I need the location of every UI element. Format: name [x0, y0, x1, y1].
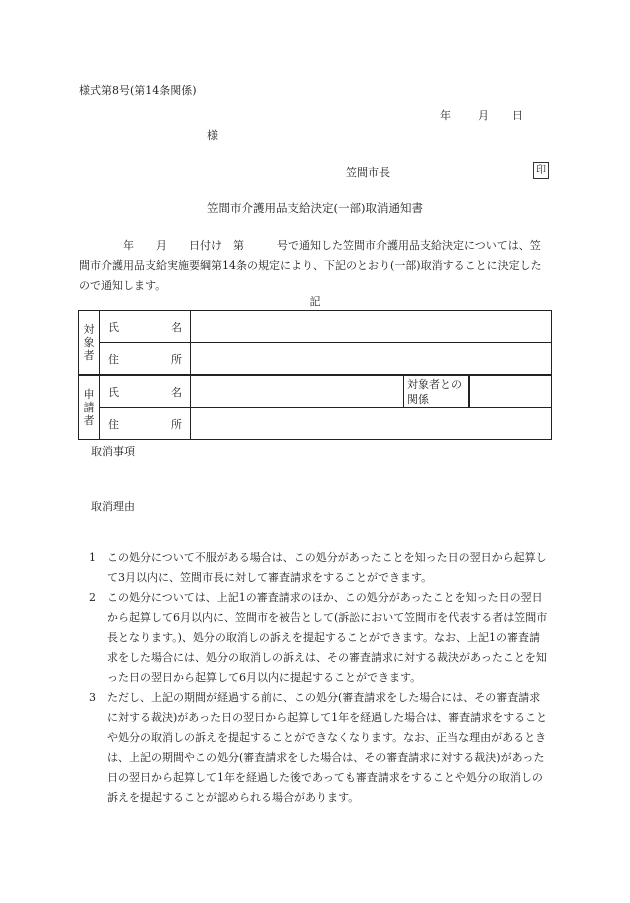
applicant-name-label: 氏 名	[100, 375, 191, 408]
applicant-address-label: 住 所	[100, 408, 191, 440]
relation-label: 対象者との関係	[404, 375, 470, 408]
form-number: 様式第8号(第14条関係)	[79, 84, 197, 97]
subject-address-label: 住 所	[100, 343, 191, 376]
notice-body	[79, 236, 551, 296]
date-year-label: 年	[440, 109, 451, 122]
cancel-items-heading: 取消事項	[91, 445, 135, 458]
applicant-name-field[interactable]	[191, 375, 404, 408]
date-month-label: 月	[478, 109, 489, 122]
subject-group-label: 対 象 者	[79, 311, 100, 376]
date-day-label: 日	[512, 109, 523, 122]
subject-address-field[interactable]	[191, 343, 552, 376]
body-text: 年 月 日付け 第 号で通知した笠間市介護用品支給決定については、笠間市介護用品支給実施要綱第14条の規定により、下記のとおり(一部)取消することに決定したので通知します。	[79, 239, 542, 292]
applicant-group-label: 申 請 者	[79, 375, 100, 440]
note-item: 1 この処分について不服がある場合は、この処分があったことを知った日の翌日から起算して3月以内に、笠間市長に対して審査請求をすることができます。	[89, 551, 547, 584]
cancel-reason-heading: 取消理由	[91, 500, 135, 513]
subject-name-field[interactable]	[191, 311, 552, 343]
issuer-name: 笠間市長	[346, 166, 390, 179]
ki-heading: 記	[309, 295, 321, 308]
note-item: 3 ただし、上記の期間が経過する前に、この処分(審査請求をした場合には、その審査請求に対する裁決)があった日の翌日から起算して1年を経過した場合は、審査請求をすることや処分の取消しの訴えを提起することができなくなります。なお、正当な理由があるときは、上記の期間やこの処分(審査請求をした場合は、その審査請求に対する裁決)があった日の翌日から起算して1年を経過した後であっても審査請求をすることや処分の取消しの訴えを提起することが認められる場合があります。	[89, 691, 548, 804]
applicant-address-field[interactable]	[191, 408, 552, 440]
subject-name-label: 氏 名	[100, 311, 191, 343]
appeal-notes	[89, 548, 551, 808]
relation-field[interactable]	[469, 375, 552, 408]
seal-mark: 印	[533, 162, 549, 179]
document-title: 笠間市介護用品支給決定(一部)取消通知書	[207, 201, 423, 215]
note-item: 2 この処分については、上記1の審査請求のほか、この処分があったことを知った日の翌日から起算して6月以内に、笠間市を被告として(訴訟において笠間市を代表する者は笠間市長となります。)、処分の取消しの訴えを提起することができます。なお、上記1の審査請求をした場合には、処分の取消しの訴えは、その審査請求に対する裁決があったことを知った日の翌日から起算して6月以内に提起することができます。	[89, 591, 548, 684]
person-info-table	[78, 310, 552, 440]
addressee-suffix: 様	[207, 129, 218, 142]
